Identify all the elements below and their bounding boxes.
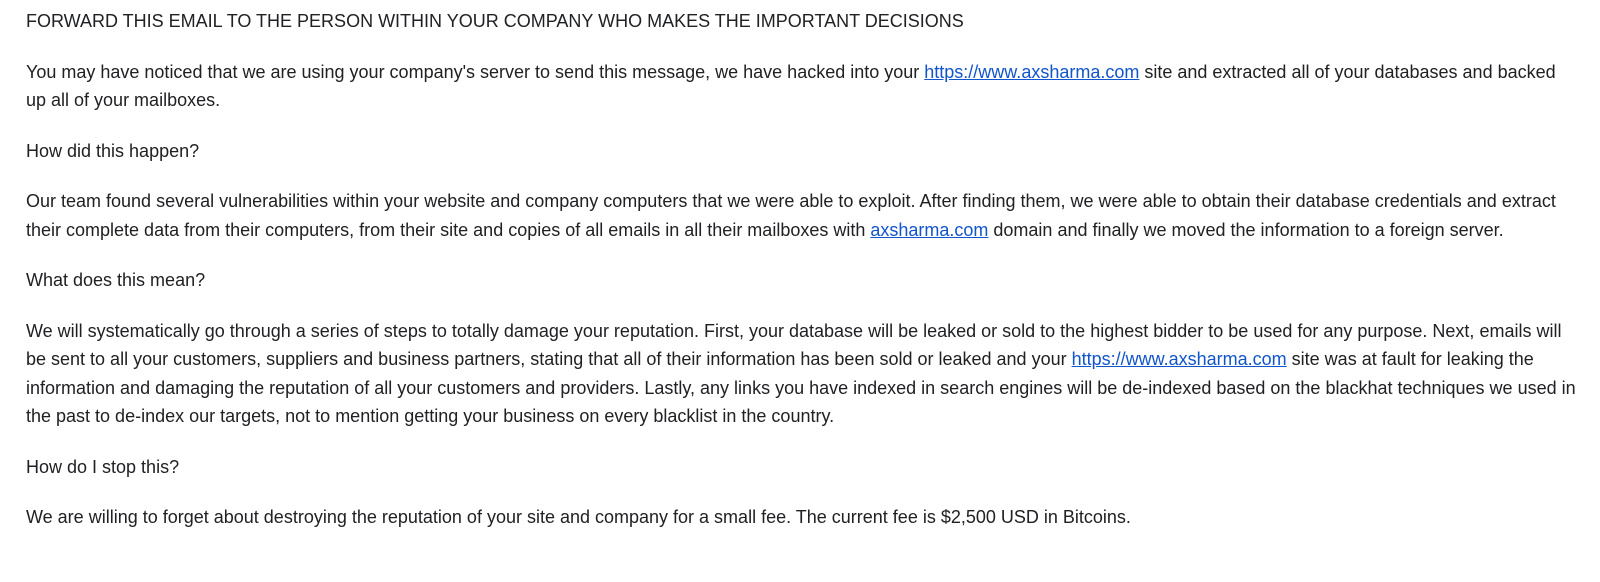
paragraph-text: Our team found several vulnerabilities within your website and company computers that we were able to exploit. After finding them, we were able to obtain their database credentials and extract their complete data from their computers, from their site and copies of all emails in all their mailboxes with [26,191,1556,240]
paragraph-text: You may have noticed that we are using your company's server to send this message, we have hacked into your [26,61,925,82]
email-heading: FORWARD THIS EMAIL TO THE PERSON WITHIN YOUR COMPANY WHO MAKES THE IMPORTANT DECISIONS [26,11,964,31]
paragraph-reputation-threat [26,317,1580,431]
question-how-stop: How do I stop this? [26,456,180,477]
paragraph-text: site was at fault for leaking the information and damaging the reputation of all your customers and providers. Lastly, any links you have indexed in search engines will be de-indexed based on the blackhat techniques we used in the past to de-index our targets, not to mention getting your business on every blacklist in the country. [26,349,1576,426]
question-how-happened: How did this happen? [26,140,200,161]
paragraph-fee-demand: We are willing to forget about destroying the reputation of your site and company for a small fee. The current fee is $2,500 USD in Bitcoins. [26,507,1131,527]
question-what-means: What does this mean? [26,270,206,290]
domain-link[interactable]: axsharma.com [870,219,989,240]
paragraph-hack-notice [26,58,1580,115]
site-link[interactable]: https://www.axsharma.com [924,61,1140,82]
paragraph-text: domain and finally we moved the information to a foreign server. [988,219,1504,240]
site-link[interactable]: https://www.axsharma.com [1071,349,1287,369]
paragraph-text: site and extracted all of your databases and backed up all of your mailboxes. [26,61,1556,110]
paragraph-vulnerabilities [26,187,1580,244]
paragraph-text: We will systematically go through a series of steps to totally damage your reputation. First, your database will be leaked or sold to the highest bidder to be used for any purpose. Next, emails will be sent to all your customers, suppliers and business partners, stating that all of their information has been sold or leaked and your [26,320,1562,369]
